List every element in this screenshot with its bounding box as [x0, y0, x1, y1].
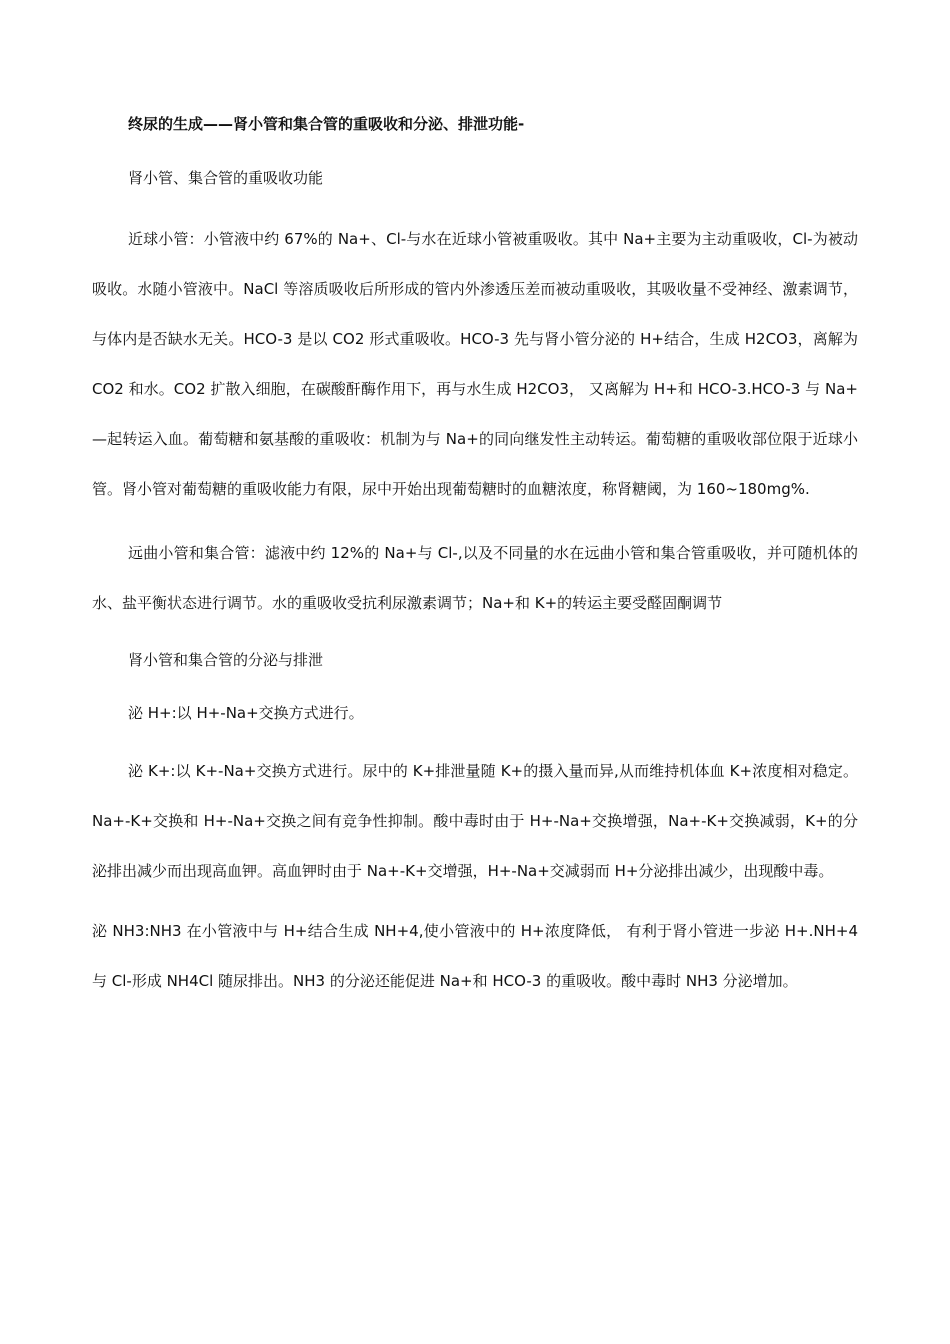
paragraph-proximal-tubule: 近球小管：小管液中约 67%的 Na+、Cl-与水在近球小管被重吸收。其中 Na+主要为主动重吸收，Cl-为被动吸收。水随小管液中。NaCl 等溶质吸收后所形成的管内外渗透压差而被动重吸收，其吸收量不受神经、激素调节， 与体内是否缺水无关。HCO-3 是以 CO2 形式重吸收。HCO-3 先与肾小管分泌的 H+结合，生成 H2CO3，离解为 CO2 和水。CO2 扩散入细胞，在碳酸酐酶作用下，再与水生成 H2CO3， 又离解为 H+和 HCO-3.HCO-3 与 Na+—起转运入血。葡萄糖和氨基酸的重吸收：机制为与 Na+的同向继发性主动转运。葡萄糖的重吸收部位限于近球小管。肾小管对葡萄糖的重吸收能力有限，尿中开始出现葡萄糖时的血糖浓度，称肾糖阈，为 160~180mg%.: [92, 230, 858, 498]
document-page: [92, 110, 858, 1006]
document-title: 终尿的生成——肾小管和集合管的重吸收和分泌、排泄功能-: [128, 115, 525, 133]
paragraph-distal-tubule: 远曲小管和集合管：滤液中约 12%的 Na+与 Cl-,以及不同量的水在远曲小管和集合管重吸收，并可随机体的水、盐平衡状态进行调节。水的重吸收受抗利尿激素调节；Na+和 K+的转运主要受醛固酮调节: [92, 544, 858, 612]
section-heading-secretion: 肾小管和集合管的分泌与排泄: [128, 651, 324, 669]
section-heading-reabsorption: 肾小管、集合管的重吸收功能: [128, 169, 324, 187]
paragraph-k-secretion: 泌 K+:以 K+-Na+交换方式进行。尿中的 K+排泄量随 K+的摄入量而异,从而维持机体血 K+浓度相对稳定。Na+-K+交换和 H+-Na+交换之间有竞争性抑制。酸中毒时由于 H+-Na+交换增强，Na+-K+交换减弱，K+的分泌排出减少而出现高血钾。高血钾时由于 Na+-K+交增强，H+-Na+交减弱而 H+分泌排出减少，出现酸中毒。: [92, 762, 858, 880]
paragraph-h-secretion: 泌 H+:以 H+-Na+交换方式进行。: [128, 704, 364, 722]
paragraph-nh3-secretion: 泌 NH3:NH3 在小管液中与 H+结合生成 NH+4,使小管液中的 H+浓度降低， 有利于肾小管进一步泌 H+.NH+4 与 Cl-形成 NH4Cl 随尿排出。NH3 的分泌还能促进 Na+和 HCO-3 的重吸收。酸中毒时 NH3 分泌增加。: [92, 922, 858, 990]
